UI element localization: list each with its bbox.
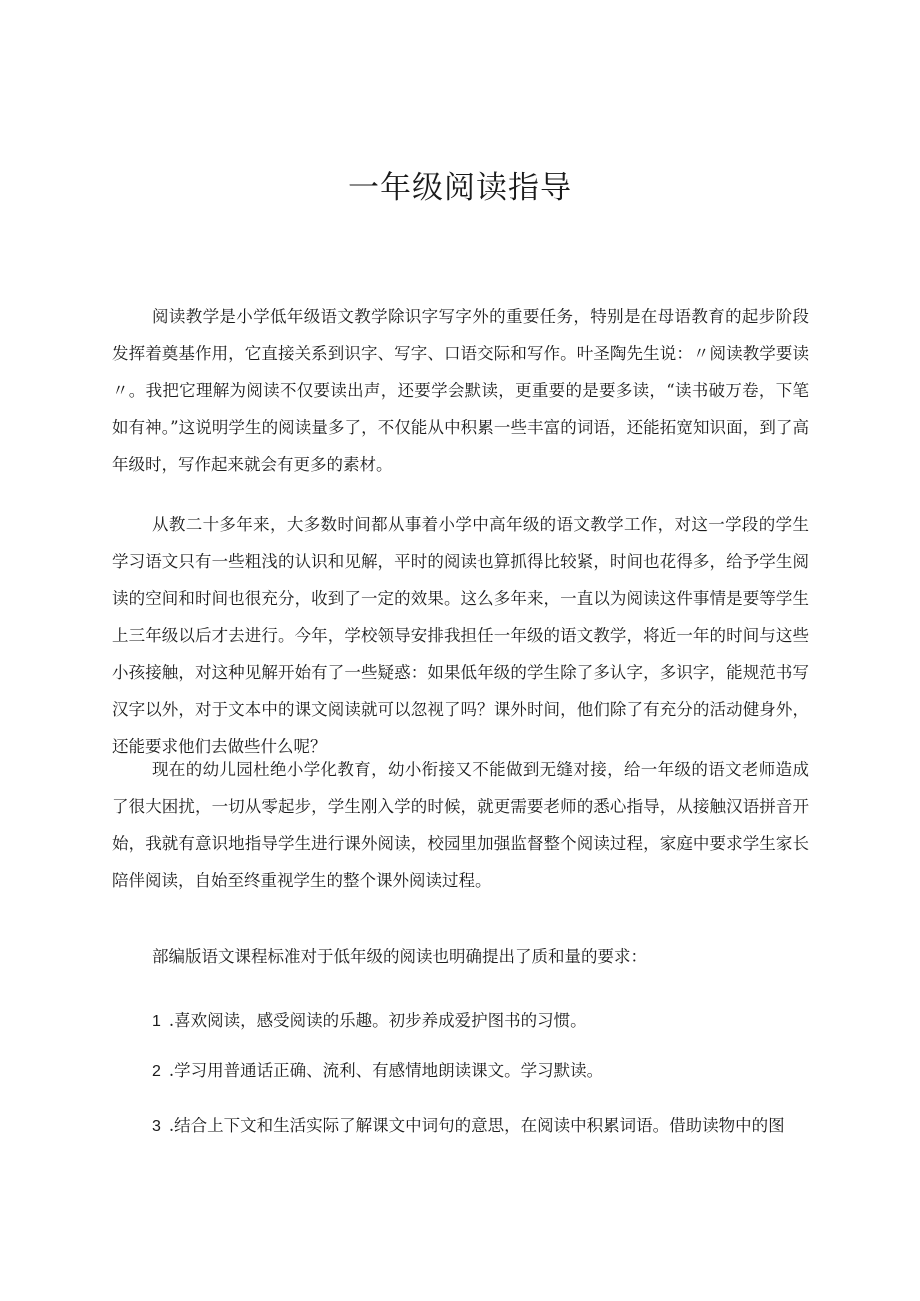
list-item-number: 2 [152,1063,161,1080]
list-item-3 [152,1107,812,1145]
list-item-number: 3 [152,1118,161,1135]
page-title: 一年级阅读指导 [348,170,572,206]
paragraph-4: 部编版语文课程标准对于低年级的阅读也明确提出了质和量的要求： [152,947,647,966]
paragraph-3: 现在的幼儿园杜绝小学化教育，幼小衔接又不能做到无缝对接，给一年级的语文老师造成了很大困扰，一切从零起步，学生刚入学的时候，就更需要老师的悉心指导，从接触汉语拼音开始，我就有意识地指导学生进行课外阅读，校园里加强监督整个阅读过程，家庭中要求学生家长陪伴阅读，自始至终重视学生的整个课外阅读过程。 [112,760,809,890]
list-item-text: .结合上下文和生活实际了解课文中词句的意思，在阅读中积累词语。借助读物中的图 [168,1116,785,1135]
list-item-2 [152,1052,812,1090]
paragraph-2: 从教二十多年来，大多数时间都从事着小学中高年级的语文教学工作，对这一学段的学生学习语文只有一些粗浅的认识和见解，平时的阅读也算抓得比较紧，时间也花得多，给予学生阅读的空间和时间也很充分，收到了一定的效果。这么多年来，一直以为阅读这件事情是要等学生上三年级以后才去进行。今年，学校领导安排我担任一年级的语文教学，将近一年的时间与这些小孩接触，对这种见解开始有了一些疑惑：如果低年级的学生除了多认字，多识字，能规范书写汉字以外，对于文本中的课文阅读就可以忽视了吗？课外时间，他们除了有充分的活动健身外，还能要求他们去做些什么呢？ [112,515,809,756]
list-item-1 [152,1002,812,1040]
list-item-number: 1 [152,1013,161,1030]
list-item-text: .学习用普通话正确、流利、有感情地朗读课文。学习默读。 [168,1061,604,1080]
list-item-text: .喜欢阅读，感受阅读的乐趣。初步养成爱护图书的习惯。 [168,1011,587,1030]
paragraph-1: 阅读教学是小学低年级语文教学除识字写字外的重要任务，特别是在母语教育的起步阶段发挥着奠基作用，它直接关系到识字、写字、口语交际和写作。叶圣陶先生说：〃阅读教学要读〃。我把它理解为阅读不仅要读出声，还要学会默读，更重要的是要多读，“读书破万卷，下笔如有神。”这说明学生的阅读量多了，不仅能从中积累一些丰富的词语，还能拓宽知识面，到了高年级时，写作起来就会有更多的素材。 [112,307,809,474]
